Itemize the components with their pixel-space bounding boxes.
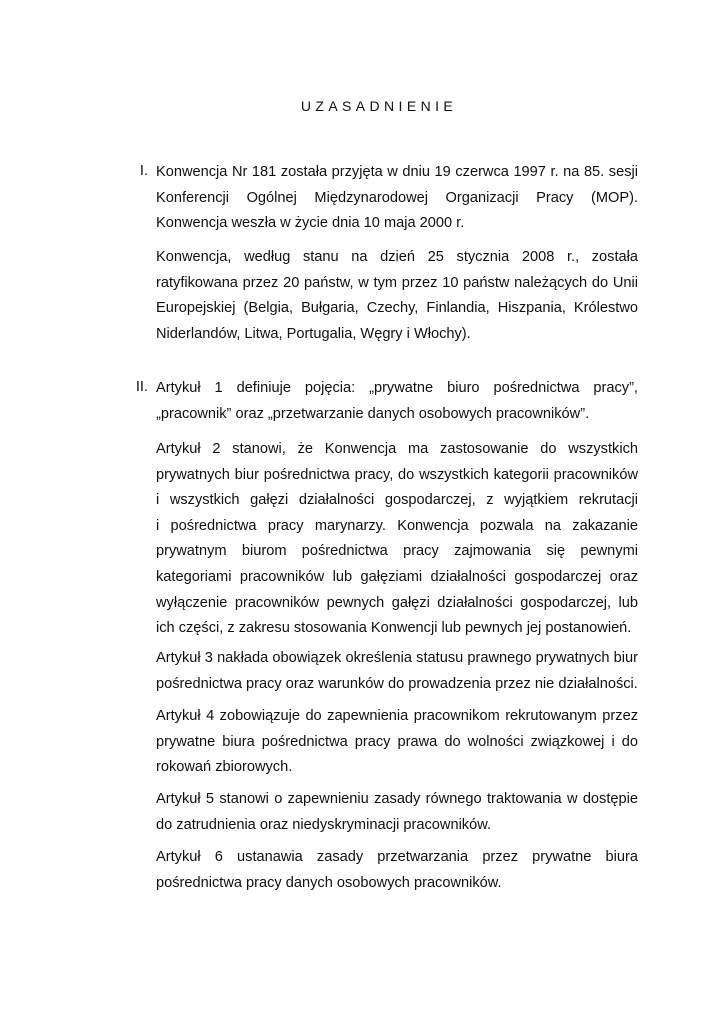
paragraph: [156, 437, 638, 642]
text-line: Artykuł 3 nakłada obowiązek określenia statusu prawnego prywatnych biur: [156, 650, 638, 666]
text-line: prywatnym biurom pośrednictwa pracy zajmowania się pewnymi: [156, 543, 638, 560]
text-line: i pośrednictwa pracy marynarzy. Konwencja pozwala na zakazanie: [156, 517, 638, 534]
section-numeral: I.: [139, 163, 148, 179]
text-line: i wszystkich gałęzi działalności gospodarczej, z wyjątkiem rekrutacji: [156, 492, 638, 509]
text-line: pośrednictwa pracy oraz warunków do prowadzenia przez nie działalności.: [156, 675, 638, 692]
text-line: rokowań zbiorowych.: [156, 759, 293, 776]
paragraph: [156, 245, 638, 347]
paragraph: [156, 376, 638, 427]
text-line: Konferencji Ogólnej Międzynarodowej Organizacji Pracy (MOP).: [156, 189, 638, 206]
text-line: prywatne biura pośrednictwa pracy prawa do wolności związkowej i do: [156, 733, 638, 750]
text-line: wyłączenie pracowników pewnych gałęzi działalności gospodarczej, lub: [156, 594, 638, 611]
text-line: kategoriami pracowników lub gałęziami działalności gospodarczej oraz: [156, 568, 638, 585]
page-title: UZASADNIENIE: [300, 98, 458, 114]
text-line: Konwencja, według stanu na dzień 25 stycznia 2008 r., została: [156, 249, 638, 265]
text-line: ratyfikowana przez 20 państw, w tym przez 10 państw należących do Unii: [156, 274, 638, 291]
text-line: ich części, z zakresu stosowania Konwencji lub pewnych jej postanowień.: [156, 620, 632, 637]
paragraph: [156, 160, 638, 237]
text-line: „pracownik” oraz „przetwarzanie danych osobowych pracowników”.: [156, 405, 590, 422]
text-line: Konwencja weszła w życie dnia 10 maja 2000 r.: [156, 215, 465, 232]
text-line: Artykuł 6 ustanawia zasady przetwarzania przez prywatne biura: [156, 849, 638, 865]
paragraph: [156, 845, 638, 896]
text-line: Artykuł 2 stanowi, że Konwencja ma zastosowanie do wszystkich: [156, 441, 638, 457]
text-line: Artykuł 5 stanowi o zapewnieniu zasady równego traktowania w dostępie: [156, 791, 638, 807]
text-line: prywatnych biur pośrednictwa pracy, do wszystkich kategorii pracowników: [156, 466, 638, 483]
text-line: Artykuł 1 definiuje pojęcia: „prywatne biuro pośrednictwa pracy”,: [156, 380, 638, 396]
text-line: Niderlandów, Litwa, Portugalia, Węgry i Włochy).: [156, 325, 471, 342]
paragraph: [156, 704, 638, 781]
section-numeral: II.: [135, 379, 148, 395]
text-line: Konwencja Nr 181 została przyjęta w dniu 19 czerwca 1997 r. na 85. sesji: [156, 164, 638, 180]
paragraph: [156, 787, 638, 838]
text-line: do zatrudnienia oraz niedyskryminacji pracowników.: [156, 816, 492, 833]
text-line: Artykuł 4 zobowiązuje do zapewnienia pracownikom rekrutowanym przez: [156, 708, 638, 724]
text-line: Europejskiej (Belgia, Bułgaria, Czechy, Finlandia, Hiszpania, Królestwo: [156, 300, 638, 317]
text-line: pośrednictwa pracy danych osobowych pracowników.: [156, 874, 502, 891]
paragraph: [156, 646, 638, 697]
